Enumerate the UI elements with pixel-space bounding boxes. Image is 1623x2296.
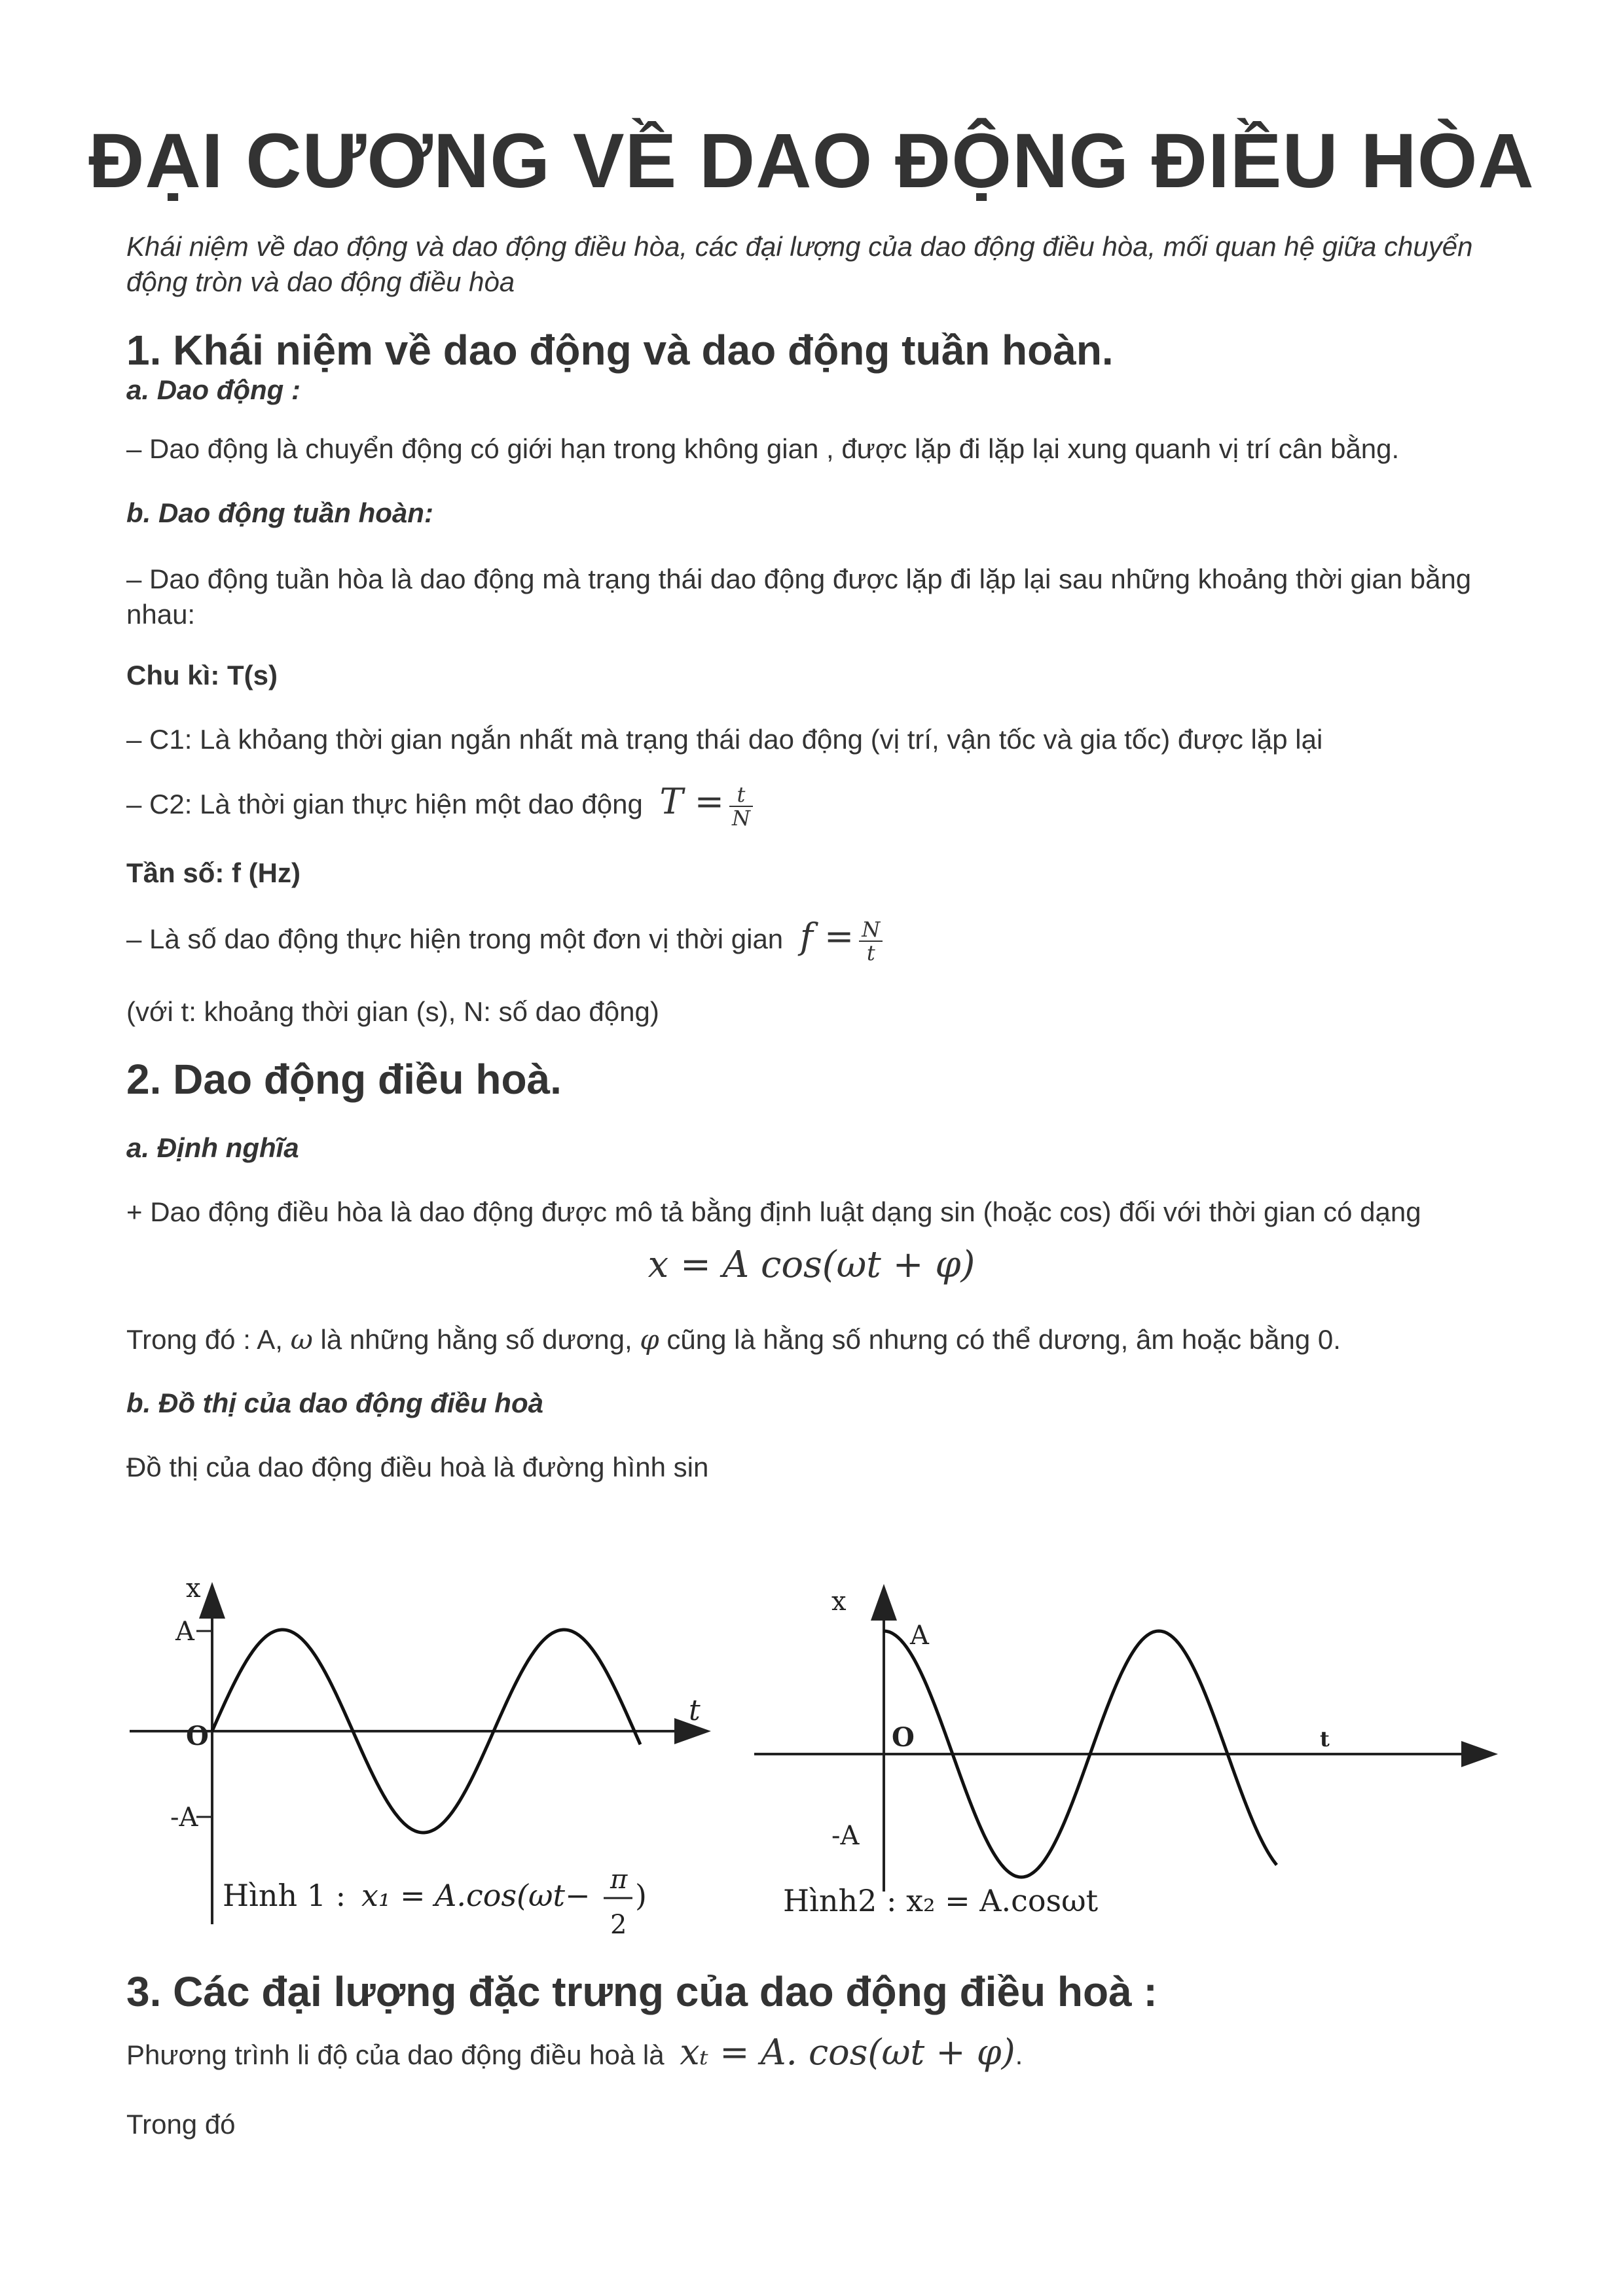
freq-frac-den: t <box>866 940 875 965</box>
section2-a-label: a. Định nghĩa <box>126 1132 299 1163</box>
main-equation: x = A cos(ωt + φ) <box>647 1244 976 1286</box>
c2-frac-num: t <box>729 783 753 807</box>
figure2-origin: O <box>892 1722 915 1753</box>
figure2-caption: Hình2 : x₂ = A.cosωt <box>783 1883 1099 1918</box>
figure2-amp-pos: A <box>910 1621 929 1651</box>
figure1-y-label: x <box>186 1573 201 1604</box>
section1-b-label: b. Dao động tuần hoàn: <box>126 497 433 528</box>
omega-symbol: ω <box>290 1323 313 1355</box>
figure1-caption-den: 2 <box>610 1910 627 1940</box>
section2-a-text: + Dao động điều hòa là dao động được mô tả bằng định luật dạng sin (hoặc cos) đối với thời gian có dạng <box>126 1196 1421 1227</box>
section3-equation: xₜ = A. cos(ωt + φ) <box>680 2032 1015 2073</box>
section2-b-label: b. Đồ thị của dao động điều hoà <box>126 1388 543 1418</box>
section3-eq-end: . <box>1015 2039 1023 2070</box>
figure1-amp-neg: -A <box>170 1803 198 1833</box>
figure2-y-label: x <box>831 1587 847 1617</box>
figure1-t-label: t <box>689 1694 701 1727</box>
section3-eq-text: Phương trình li độ của dao động điều hoà là <box>126 2039 665 2070</box>
figure1-caption-eq: x₁ = A.cos(ωt− <box>361 1878 591 1913</box>
c2-frac-den: N <box>731 805 750 831</box>
figure1-caption-prefix: Hình 1 : <box>223 1878 346 1913</box>
section3-heading: 3. Các đại lượng đặc trưng của dao động điều hoà : <box>126 1968 1158 2015</box>
freq-fraction <box>859 918 883 964</box>
figure2-graph <box>746 1564 1506 1931</box>
figure1-origin: O <box>186 1721 209 1751</box>
freq-formula-lhs: f = <box>799 916 854 957</box>
section1-heading: 1. Khái niệm về dao động và dao động tuần hoàn. <box>126 327 1114 374</box>
figure2-amp-neg: -A <box>831 1821 860 1851</box>
section3-where: Trong đó <box>126 2109 236 2140</box>
section3-eq-line <box>126 2032 1023 2076</box>
where-line <box>126 1323 1341 1355</box>
phi-symbol: φ <box>640 1323 659 1355</box>
freq-text: – Là số dao động thực hiện trong một đơn vị thời gian <box>126 924 784 954</box>
where-part2: là những hằng số dương, <box>320 1324 632 1355</box>
figure1-caption <box>223 1865 647 1940</box>
freq-line <box>126 911 883 965</box>
figure1-caption-num: π <box>610 1865 628 1895</box>
freq-label: Tần số: f (Hz) <box>126 857 301 888</box>
section2-heading: 2. Dao động điều hoà. <box>126 1056 562 1103</box>
period-label: Chu kì: T(s) <box>126 660 278 691</box>
section2-b-text: Đồ thị của dao động điều hoà là đường hình sin <box>126 1452 709 1482</box>
section1-a-text: – Dao động là chuyển động có giới hạn trong không gian , được lặp đi lặp lại xung quanh vị trí cân bằng. <box>126 433 1400 464</box>
figure2-t-label: t <box>1320 1727 1330 1751</box>
freq-frac-num: N <box>859 918 883 942</box>
c2-line <box>126 776 753 830</box>
c2-text: – C2: Là thời gian thực hiện một dao động <box>126 789 643 819</box>
where-part3: cũng là hằng số nhưng có thể dương, âm hoặc bằng 0. <box>666 1324 1341 1355</box>
figure1-caption-end: ) <box>635 1878 647 1913</box>
figure1-amp-pos: A <box>175 1617 194 1647</box>
where-part1: Trong đó : A, <box>126 1324 283 1355</box>
c2-formula-lhs: T = <box>659 781 724 822</box>
c1-text: – C1: Là khỏang thời gian ngắn nhất mà trạng thái dao động (vị trí, vận tốc và gia tốc) được lặp lại <box>126 724 1323 755</box>
section1-b-text: – Dao động tuần hòa là dao động mà trạng thái dao động được lặp đi lặp lại sau những khoảng thời gian bằng nhau: <box>126 564 1472 630</box>
c2-fraction <box>729 783 753 829</box>
section1-note: (với t: khoảng thời gian (s), N: số dao động) <box>126 996 659 1027</box>
page-title: ĐẠI CƯƠNG VỀ DAO ĐỘNG ĐIỀU HÒA <box>88 118 1535 204</box>
figure1-graph <box>118 1558 733 1950</box>
section1-a-label: a. Dao động : <box>126 374 301 405</box>
intro-text: Khái niệm về dao động và dao động điều hòa, các đại lượng của dao động điều hòa, mối quan hệ giữa chuyển động tròn và dao động điều hòa <box>126 231 1473 297</box>
